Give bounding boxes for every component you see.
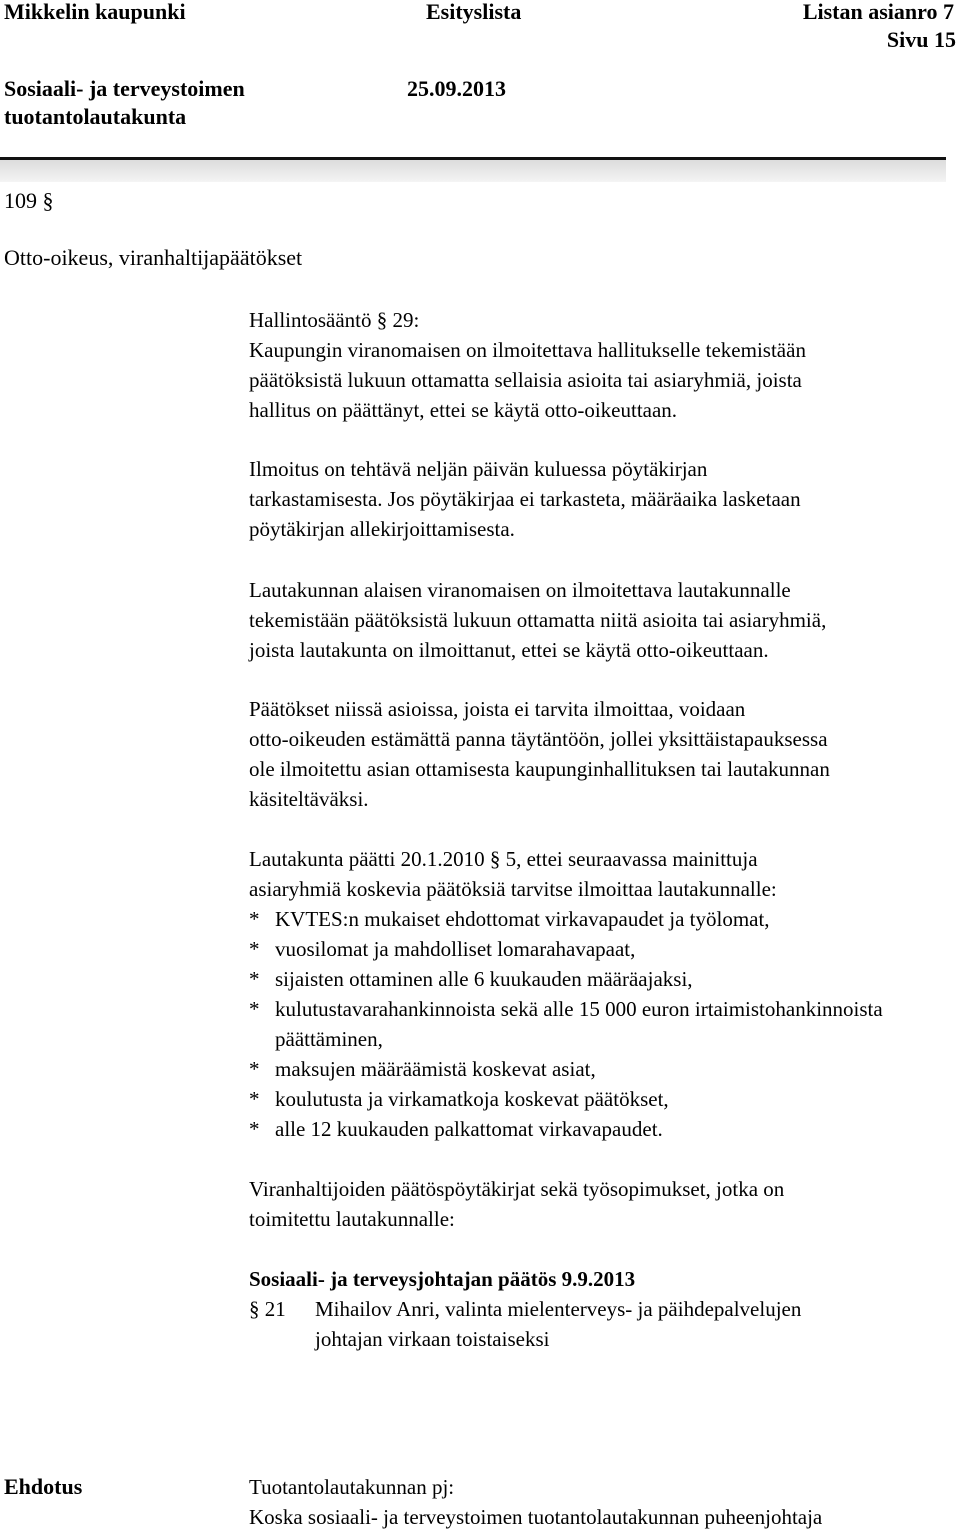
exempt-decision-list (249, 904, 889, 1144)
text-line: Ilmoitus on tehtävä neljän päivän kuluessa pöytäkirjan (249, 457, 708, 481)
decision-number: § 21 (249, 1297, 286, 1321)
text-line: johtajan virkaan toistaiseksi (315, 1327, 550, 1351)
text-line: otto-oikeuden estämättä panna täytäntöön, jollei yksittäistapauksessa (249, 727, 828, 751)
proposer: Tuotantolautakunnan pj: (249, 1475, 455, 1499)
paragraph-board-authority (249, 575, 949, 665)
paragraph-regulation (249, 305, 949, 425)
section-title: Otto-oikeus, viranhaltijapäätökset (4, 245, 303, 270)
text-line: joista lautakunta on ilmoittanut, ettei se käytä otto-oikeuttaan. (249, 638, 769, 662)
text-line: tekemistään päätöksistä lukuun ottamatta niitä asioita tai asiaryhmiä, (249, 608, 827, 632)
proposal-label: Ehdotus (4, 1474, 83, 1499)
section-number: 109 § (4, 188, 54, 213)
header-page-label: Sivu 15 (886, 27, 956, 52)
header-rule-shadow (0, 160, 946, 182)
list-item: * alle 12 kuukauden palkattomat virkavapaudet. (249, 1114, 889, 1144)
text-line: asiaryhmiä koskevia päätöksiä tarvitse ilmoittaa lautakunnalle: (249, 877, 777, 901)
header-city: Mikkelin kaupunki (4, 0, 186, 24)
header-item-label: Listan asianro 7 (802, 0, 954, 24)
decision-heading: Sosiaali- ja terveysjohtajan päätös 9.9.2013 (249, 1267, 636, 1291)
text-line: hallitus on päättänyt, ettei se käytä otto-oikeuttaan. (249, 398, 678, 422)
header-board-line2: tuotantolautakunta (4, 104, 187, 129)
text-line: pöytäkirjan allekirjoittamisesta. (249, 517, 515, 541)
text-line: Lautakunnan alaisen viranomaisen on ilmoitettava lautakunnalle (249, 578, 791, 602)
text-line: Hallintosääntö § 29: (249, 308, 420, 332)
paragraph-notification (249, 454, 949, 544)
text-line: Viranhaltijoiden päätöspöytäkirjat sekä työsopimukset, jotka on (249, 1177, 785, 1201)
bullet-marker: * (249, 907, 260, 931)
text-line: Kaupungin viranomaisen on ilmoitettava hallitukselle tekemistään (249, 338, 806, 362)
list-item: * KVTES:n mukaiset ehdottomat virkavapaudet ja työlomat, (249, 904, 889, 934)
bullet-marker: * (249, 1057, 260, 1081)
header-date: 25.09.2013 (407, 76, 506, 101)
paragraph-decisions (249, 694, 949, 814)
paragraph-board-decision (249, 844, 949, 904)
text-line: Mihailov Anri, valinta mielenterveys- ja päihdepalvelujen (315, 1297, 802, 1321)
list-item: * kulutustavarahankinnoista sekä alle 15 000 euron irtaimistohankinnoista päättäminen, (249, 994, 889, 1054)
proposal-text: Koska sosiaali- ja terveystoimen tuotantolautakunnan puheenjohtaja (249, 1505, 823, 1529)
bullet-marker: * (249, 967, 260, 991)
bullet-marker: * (249, 937, 260, 961)
list-item: * sijaisten ottaminen alle 6 kuukauden määräajaksi, (249, 964, 889, 994)
text-line: Lautakunta päätti 20.1.2010 § 5, ettei seuraavassa mainittuja (249, 847, 758, 871)
header-board-line1: Sosiaali- ja terveystoimen (4, 76, 245, 101)
text-line: käsiteltäväksi. (249, 787, 369, 811)
bullet-marker: * (249, 1117, 260, 1141)
text-line: toimitettu lautakunnalle: (249, 1207, 455, 1231)
list-item: * koulutusta ja virkamatkoja koskevat päätökset, (249, 1084, 889, 1114)
list-item: * maksujen määräämistä koskevat asiat, (249, 1054, 889, 1084)
list-item: * vuosilomat ja mahdolliset lomarahavapaat, (249, 934, 889, 964)
text-line: ole ilmoitettu asian ottamisesta kaupunginhallituksen tai lautakunnan (249, 757, 830, 781)
header-doc-type: Esityslista (426, 0, 522, 24)
text-line: tarkastamisesta. Jos pöytäkirjaa ei tarkasteta, määräaika lasketaan (249, 487, 801, 511)
bullet-marker: * (249, 1087, 260, 1111)
text-line: Päätökset niissä asioissa, joista ei tarvita ilmoittaa, voidaan (249, 697, 746, 721)
text-line: päätöksistä lukuun ottamatta sellaisia asioita tai asiaryhmiä, joista (249, 368, 802, 392)
bullet-marker: * (249, 997, 260, 1021)
paragraph-decision-records (249, 1174, 949, 1234)
